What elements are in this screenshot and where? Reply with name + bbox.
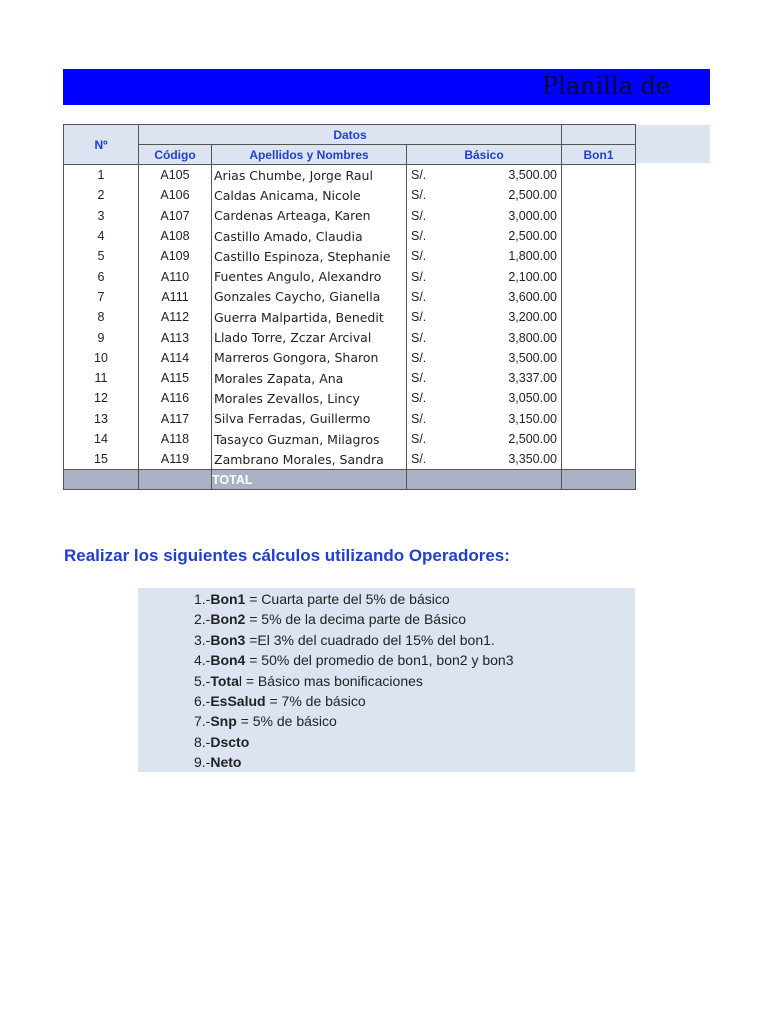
instruction-term: Bon1 — [210, 591, 246, 607]
instruction-text: = 5% de la decima parte de Básico — [245, 611, 466, 628]
row-bon1 — [562, 327, 636, 347]
row-basico — [407, 246, 562, 266]
instruction-term: EsSalud — [210, 692, 266, 709]
total-label: TOTAL — [212, 470, 407, 490]
table-row — [64, 388, 636, 408]
instruction-term: Neto — [210, 754, 242, 771]
instruction-number: 5.- — [194, 672, 211, 689]
basico-amount: 3,000.00 — [508, 208, 557, 223]
table-row — [64, 348, 636, 368]
table-row — [64, 449, 636, 470]
row-name: Castillo Amado, Claudia — [212, 226, 407, 246]
row-code: A118 — [139, 429, 212, 449]
currency-symbol: S/. — [411, 208, 427, 223]
instruction-term: Bon2 — [210, 611, 246, 628]
currency-symbol: S/. — [411, 249, 427, 264]
currency-symbol: S/. — [411, 330, 427, 345]
row-code: A108 — [139, 226, 212, 246]
total-basico-cell — [407, 470, 562, 490]
row-name: Guerra Malpartida, Benedit — [212, 307, 407, 327]
row-basico — [407, 287, 562, 307]
instruction-term: Snp — [210, 713, 237, 730]
row-basico — [407, 266, 562, 286]
row-number: 5 — [64, 246, 139, 266]
total-cell-empty — [64, 470, 139, 490]
row-bon1 — [562, 449, 636, 470]
row-bon1 — [562, 429, 636, 449]
instruction-term: Bon4 — [210, 652, 246, 669]
table-row — [64, 246, 636, 266]
instruction-number: 7.- — [194, 713, 211, 730]
row-code: A111 — [139, 287, 212, 307]
basico-amount: 3,600.00 — [508, 289, 557, 304]
row-code: A114 — [139, 348, 212, 368]
basico-amount: 3,500.00 — [508, 168, 557, 183]
table-row — [64, 429, 636, 449]
row-basico — [407, 226, 562, 246]
currency-symbol: S/. — [411, 168, 427, 183]
total-cell-empty — [139, 470, 212, 490]
row-name: Tasayco Guzman, Milagros — [212, 429, 407, 449]
currency-symbol: S/. — [411, 289, 427, 304]
row-number: 12 — [64, 388, 139, 408]
instruction-item — [194, 752, 514, 772]
header-empty — [562, 125, 636, 145]
row-basico — [407, 388, 562, 408]
row-bon1 — [562, 266, 636, 286]
header-datos: Datos — [139, 125, 562, 145]
row-code: A116 — [139, 388, 212, 408]
row-bon1 — [562, 409, 636, 429]
row-code: A117 — [139, 409, 212, 429]
instruction-text: = 7% de básico — [265, 692, 366, 709]
header-bon1: Bon1 — [562, 145, 636, 165]
row-bon1 — [562, 165, 636, 186]
row-name: Morales Zevallos, Lincy — [212, 388, 407, 408]
table-row — [64, 409, 636, 429]
header-codigo: Código — [139, 145, 212, 165]
row-number: 8 — [64, 307, 139, 327]
instruction-text: = Cuarta parte del 5% de básico — [245, 591, 450, 607]
row-basico — [407, 368, 562, 388]
row-basico — [407, 449, 562, 470]
row-bon1 — [562, 388, 636, 408]
basico-amount: 3,500.00 — [508, 350, 557, 365]
instruction-number: 8.- — [194, 733, 211, 750]
title-bar — [63, 69, 710, 105]
row-bon1 — [562, 206, 636, 226]
instruction-number: 6.- — [194, 692, 211, 709]
row-name: Marreros Gongora, Sharon — [212, 348, 407, 368]
basico-amount: 2,500.00 — [508, 188, 557, 203]
row-name: Morales Zapata, Ana — [212, 368, 407, 388]
currency-symbol: S/. — [411, 350, 427, 365]
row-bon1 — [562, 348, 636, 368]
row-name: Caldas Anicama, Nicole — [212, 185, 407, 205]
row-name: Gonzales Caycho, Gianella — [212, 287, 407, 307]
table-row — [64, 226, 636, 246]
basico-amount: 3,050.00 — [508, 391, 557, 406]
total-bon1-cell — [562, 470, 636, 490]
basico-amount: 2,500.00 — [508, 432, 557, 446]
row-number: 3 — [64, 206, 139, 226]
instruction-item — [194, 650, 514, 670]
currency-symbol: S/. — [411, 452, 427, 467]
row-name: Cardenas Arteaga, Karen — [212, 206, 407, 226]
row-name: Castillo Espinoza, Stephanie — [212, 246, 407, 266]
instruction-text: l = Básico mas bonificaciones — [238, 672, 423, 689]
table-row — [64, 287, 636, 307]
header-basico: Básico — [407, 145, 562, 165]
row-bon1 — [562, 226, 636, 246]
row-bon1 — [562, 185, 636, 205]
row-number: 2 — [64, 185, 139, 205]
page-title: Planilla de — [542, 72, 671, 100]
instruction-text: = 5% de básico — [236, 713, 337, 730]
row-code: A105 — [139, 165, 212, 186]
instruction-term: Bon3 — [210, 631, 246, 648]
basico-amount: 3,800.00 — [508, 330, 557, 345]
currency-symbol: S/. — [411, 310, 427, 325]
row-number: 10 — [64, 348, 139, 368]
currency-symbol: S/. — [411, 188, 427, 203]
table-row — [64, 307, 636, 327]
instruction-text: =El 3% del cuadrado del 15% del bon1. — [245, 631, 495, 648]
row-basico — [407, 165, 562, 186]
row-basico — [407, 409, 562, 429]
currency-symbol: S/. — [411, 391, 427, 406]
row-code: A110 — [139, 266, 212, 286]
basico-amount: 3,337.00 — [508, 371, 557, 386]
row-bon1 — [562, 246, 636, 266]
instruction-text: = 50% del promedio de bon1, bon2 y bon3 — [245, 652, 514, 669]
row-code: A107 — [139, 206, 212, 226]
row-name: Fuentes Angulo, Alexandro — [212, 266, 407, 286]
instruction-number: 3.- — [194, 631, 211, 648]
row-basico — [407, 185, 562, 205]
currency-symbol: S/. — [411, 229, 427, 244]
instructions-list — [194, 589, 514, 773]
row-code: A109 — [139, 246, 212, 266]
instruction-item — [194, 711, 514, 731]
row-bon1 — [562, 287, 636, 307]
instruction-term: Dscto — [210, 733, 250, 750]
currency-symbol: S/. — [411, 432, 427, 446]
header-nombres: Apellidos y Nombres — [212, 145, 407, 165]
row-name: Zambrano Morales, Sandra — [212, 449, 407, 470]
row-number: 15 — [64, 449, 139, 470]
currency-symbol: S/. — [411, 371, 427, 386]
basico-amount: 3,150.00 — [508, 411, 557, 426]
instruction-item — [194, 671, 514, 691]
basico-amount: 1,800.00 — [508, 249, 557, 264]
row-code: A112 — [139, 307, 212, 327]
payroll-table — [63, 124, 636, 490]
currency-symbol: S/. — [411, 269, 427, 284]
row-code: A113 — [139, 327, 212, 347]
row-code: A115 — [139, 368, 212, 388]
instructions-box — [138, 588, 635, 772]
instruction-item — [194, 609, 514, 629]
basico-amount: 2,500.00 — [508, 229, 557, 244]
basico-amount: 3,200.00 — [508, 310, 557, 325]
instruction-item — [194, 630, 514, 650]
currency-symbol: S/. — [411, 411, 427, 426]
table-row — [64, 165, 636, 186]
header-number: Nº — [64, 125, 139, 165]
row-code: A106 — [139, 185, 212, 205]
row-basico — [407, 307, 562, 327]
row-number: 7 — [64, 287, 139, 307]
row-bon1 — [562, 307, 636, 327]
instructions-title: Realizar los siguientes cálculos utilizando Operadores: — [64, 546, 510, 565]
instruction-number: 9.- — [194, 754, 211, 771]
row-bon1 — [562, 368, 636, 388]
row-basico — [407, 429, 562, 449]
table-row — [64, 185, 636, 205]
table-row — [64, 206, 636, 226]
row-name: Silva Ferradas, Guillermo — [212, 409, 407, 429]
instruction-item — [194, 732, 514, 752]
row-number: 9 — [64, 327, 139, 347]
instruction-number: 2.- — [194, 611, 211, 628]
row-basico — [407, 327, 562, 347]
basico-amount: 3,350.00 — [508, 452, 557, 467]
header-fill — [635, 125, 710, 163]
table-row — [64, 266, 636, 286]
instruction-item — [194, 691, 514, 711]
row-number: 13 — [64, 409, 139, 429]
row-name: Llado Torre, Zczar Arcival — [212, 327, 407, 347]
table-row — [64, 368, 636, 388]
row-number: 6 — [64, 266, 139, 286]
row-number: 14 — [64, 429, 139, 449]
row-basico — [407, 348, 562, 368]
row-basico — [407, 206, 562, 226]
instruction-item — [194, 589, 514, 609]
basico-amount: 2,100.00 — [508, 269, 557, 284]
instruction-term: Tota — [210, 672, 239, 689]
row-number: 4 — [64, 226, 139, 246]
row-number: 11 — [64, 368, 139, 388]
instruction-number: 4.- — [194, 652, 211, 669]
row-number: 1 — [64, 165, 139, 186]
table-row — [64, 327, 636, 347]
instruction-number: 1.- — [194, 591, 211, 607]
row-name: Arias Chumbe, Jorge Raul — [212, 165, 407, 186]
row-code: A119 — [139, 449, 212, 470]
